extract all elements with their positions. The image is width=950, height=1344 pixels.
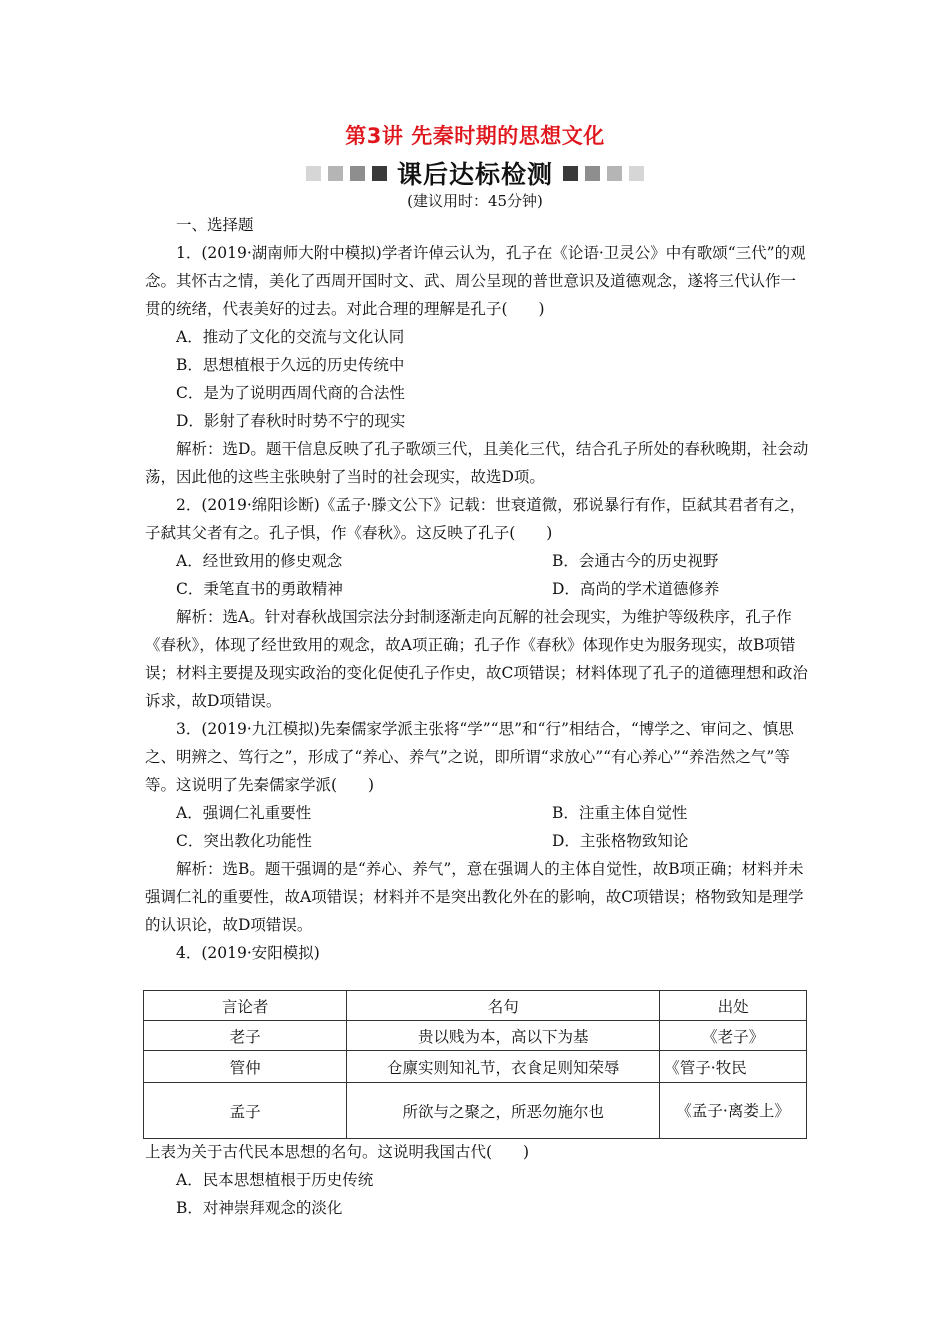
question-1-option-c: C．是为了说明西周代商的合法性	[176, 384, 405, 402]
banner-square	[563, 166, 578, 181]
time-note: (建议用时：45分钟)	[407, 192, 543, 210]
table-header: 言论者	[144, 991, 347, 1021]
banner-square	[629, 166, 644, 181]
banner-square	[585, 166, 600, 181]
question-4-option-a: A．民本思想植根于历史传统	[176, 1171, 374, 1189]
banner-square	[607, 166, 622, 181]
banner-square	[328, 166, 343, 181]
lesson-title: 第3讲 先秦时期的思想文化	[345, 124, 605, 148]
banner-right-squares	[563, 166, 644, 181]
table-row	[144, 1083, 807, 1139]
question-2-option-b: B．会通古今的历史视野	[552, 552, 719, 570]
question-4-stem: 4．(2019·安阳模拟)	[176, 944, 320, 962]
table-header-row	[144, 991, 807, 1021]
questions-block	[145, 211, 810, 967]
question-1-analysis: 解析：选D。题干信息反映了孔子歌颂三代，且美化三代，结合孔子所处的春秋晚期，社会动荡，因此他的这些主张映射了当时的社会现实，故选D项。	[145, 440, 809, 486]
banner	[0, 158, 950, 188]
banner-title: 课后达标检测	[396, 160, 553, 189]
banner-square	[372, 166, 387, 181]
quote-table	[143, 990, 807, 1139]
table-cell: 所欲与之聚之，所恶勿施尔也	[347, 1083, 660, 1139]
question-3-option-a: A．强调仁礼重要性	[176, 804, 312, 822]
table-row	[144, 1051, 807, 1083]
question-4-option-b: B．对神崇拜观念的淡化	[176, 1199, 343, 1217]
table-header: 出处	[660, 991, 807, 1021]
table-cell: 《管子·牧民	[660, 1051, 807, 1083]
question-2-stem: 2．(2019·绵阳诊断)《孟子·滕文公下》记载：世衰道微，邪说暴行有作，臣弑其君者有之，子弑其父者有之。孔子惧，作《春秋》。这反映了孔子( )	[145, 496, 806, 542]
question-2-analysis: 解析：选A。针对春秋战国宗法分封制逐渐走向瓦解的社会现实，为维护等级秩序，孔子作《春秋》，体现了经世致用的观念，故A项正确；孔子作《春秋》体现作史为服务现实，故B项错误；材料主要提及现实政治的变化促使孔子作史，故C项错误；材料体现了孔子的道德理想和政治诉求，故D项错误。	[145, 608, 808, 710]
question-1-option-b: B．思想植根于久远的历史传统中	[176, 356, 405, 374]
question-2-option-d: D．高尚的学术道德修养	[552, 580, 720, 598]
question-3-option-d: D．主张格物致知论	[552, 832, 689, 850]
table-cell: 孟子	[144, 1083, 347, 1139]
table-cell: 仓廪实则知礼节，衣食足则知荣辱	[347, 1051, 660, 1083]
question-3-analysis: 解析：选B。题干强调的是“养心、养气”，意在强调人的主体自觉性，故B项正确；材料并未强调仁礼的重要性，故A项错误；材料并不是突出教化外在的影响，故C项错误；格物致知是理学的认识论，故D项错误。	[145, 860, 804, 934]
question-3-options-row-1	[145, 799, 810, 827]
table-cell: 《孟子·离娄上》	[660, 1083, 807, 1139]
banner-left-squares	[306, 166, 387, 181]
table-cell: 贵以贱为本，高以下为基	[347, 1021, 660, 1051]
question-1-stem: 1．(2019·湖南师大附中模拟)学者许倬云认为，孔子在《论语·卫灵公》中有歌颂“三代”的观念。其怀古之情，美化了西周开国时文、武、周公呈现的普世意识及道德观念，遂将三代认作一贯的统绪，代表美好的过去。对此合理的理解是孔子( )	[145, 244, 806, 318]
question-1-option-d: D．影射了春秋时时势不宁的现实	[176, 412, 406, 430]
question-3-options-row-2	[145, 827, 810, 855]
question-3-option-b: B．注重主体自觉性	[552, 804, 688, 822]
question-4-continuation	[145, 1138, 810, 1222]
question-2-options-row-2	[145, 575, 810, 603]
question-1-option-a: A．推动了文化的交流与文化认同	[176, 328, 405, 346]
question-2-options-row-1	[145, 547, 810, 575]
table-cell: 管仲	[144, 1051, 347, 1083]
table-cell: 老子	[144, 1021, 347, 1051]
question-3-option-c: C．突出教化功能性	[176, 832, 312, 850]
section-heading: 一、选择题	[176, 216, 254, 234]
question-2-option-c: C．秉笔直书的勇敢精神	[176, 580, 343, 598]
question-4-prompt: 上表为关于古代民本思想的名句。这说明我国古代( )	[145, 1143, 530, 1161]
question-2-option-a: A．经世致用的修史观念	[176, 552, 343, 570]
table-row	[144, 1021, 807, 1051]
banner-square	[350, 166, 365, 181]
table-cell: 《老子》	[660, 1021, 807, 1051]
banner-square	[306, 166, 321, 181]
question-3-stem: 3．(2019·九江模拟)先秦儒家学派主张将“学”“思”和“行”相结合，“博学之、审问之、慎思之、明辨之、笃行之”，形成了“养心、养气”之说，即所谓“求放心”“有心养心”“养浩然之气”等等。这说明了先秦儒家学派( )	[145, 720, 794, 794]
table-header: 名句	[347, 991, 660, 1021]
